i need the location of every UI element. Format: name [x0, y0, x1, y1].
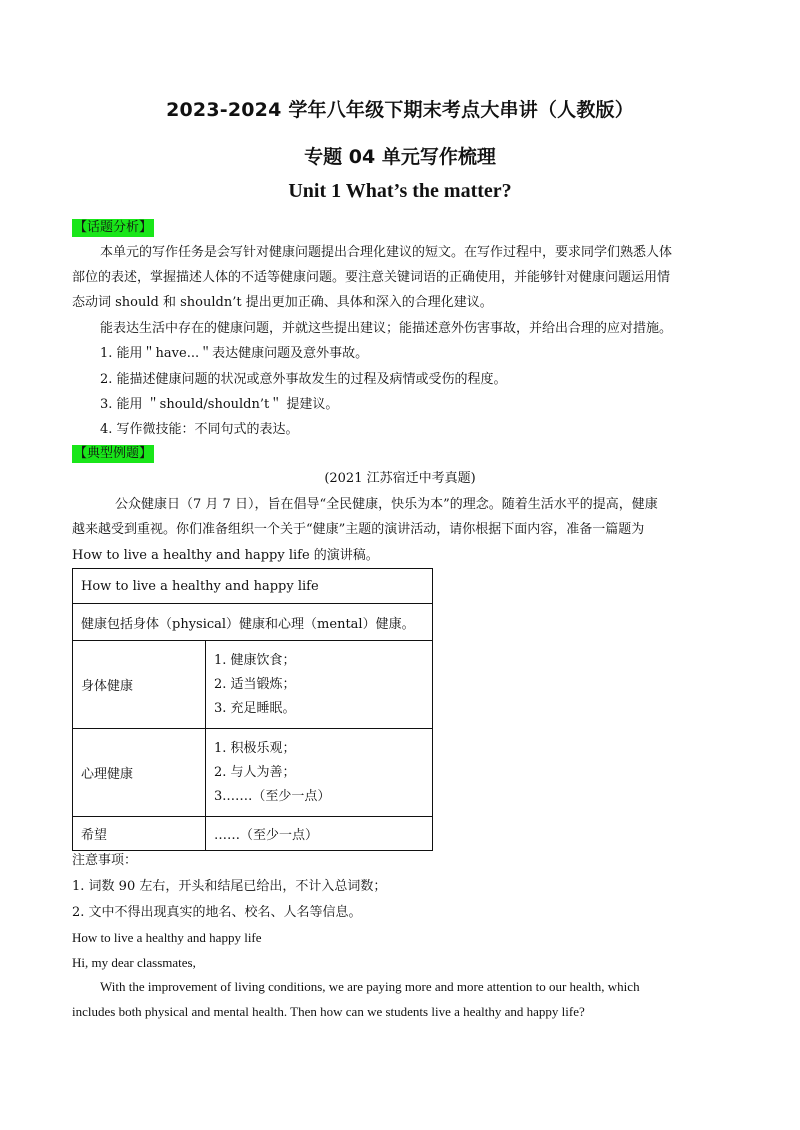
topic-para1-line: 部位的表述，掌握描述人体的不适等健康问题。要注意关键词语的正确使用，并能够针对健康问题运用情 — [72, 270, 671, 285]
example-prompt-line: 越来越受到重视。你们准备组织一个关于“健康”主题的演讲活动，请你根据下面内容，准备一篇题为 — [72, 522, 645, 537]
table-row — [73, 817, 433, 851]
unit-title: Unit 1 What’s the matter? — [288, 180, 512, 202]
topic-point: 2. 能描述健康问题的状况或意外事故发生的过程及病情或受伤的程度。 — [100, 372, 507, 387]
document-title: 2023-2024 学年八年级下期末考点大串讲（人教版） — [166, 99, 634, 121]
document-subtitle: 专题 04 单元写作梳理 — [304, 146, 496, 168]
list-item: 3. 充足睡眠。 — [214, 700, 296, 716]
notes-label: 注意事项： — [72, 853, 138, 868]
topic-point: 3. 能用 ＂should/shouldn’t＂ 提建议。 — [100, 397, 339, 412]
topic-point: 1. 能用＂have...＂表达健康问题及意外事故。 — [100, 346, 369, 361]
essay-line: With the improvement of living conditions, we are paying more and more attention to our health, which — [100, 979, 640, 994]
list-item: 1. 健康饮食； — [214, 652, 296, 668]
table-cell-intro: 健康包括身体（physical）健康和心理（mental）健康。 — [73, 604, 433, 641]
example-prompt-line: How to live a healthy and happy life 的演讲稿。 — [72, 548, 379, 563]
table-cell-mental-items — [206, 729, 433, 817]
list-item: 2. 与人为善； — [214, 764, 296, 780]
topic-para1-line: 本单元的写作任务是会写针对健康问题提出合理化建议的短文。在写作过程中，要求同学们熟悉人体 — [100, 245, 673, 260]
note-item: 1. 词数 90 左右，开头和结尾已给出，不计入总词数； — [72, 879, 387, 894]
table-cell-physical-label: 身体健康 — [73, 641, 206, 729]
list-item: 2. 适当锻炼； — [214, 676, 296, 692]
topic-para1-line: 态动词 should 和 shouldn’t 提出更加正确、具体和深入的合理化建议。 — [72, 295, 493, 310]
table-cell-hope-content: ……（至少一点） — [206, 817, 433, 851]
table-cell-physical-items — [206, 641, 433, 729]
table-cell-topic: How to live a healthy and happy life — [73, 569, 433, 604]
requirements-table — [72, 568, 433, 851]
list-item: 1. 积极乐观； — [214, 740, 296, 756]
table-row — [73, 641, 433, 729]
table-cell-hope-label: 希望 — [73, 817, 206, 851]
essay-line: includes both physical and mental health. Then how can we students live a healthy and happy life? — [72, 1004, 585, 1019]
topic-analysis-label: 【话题分析】 — [74, 220, 153, 235]
table-row — [73, 604, 433, 641]
example-prompt-line: 公众健康日（7 月 7 日），旨在倡导“全民健康，快乐为本”的理念。随着生活水平的提高，健康 — [115, 497, 658, 512]
example-source: (2021 江苏宿迁中考真题) — [324, 471, 476, 486]
table-row — [73, 569, 433, 604]
essay-greeting: Hi, my dear classmates, — [72, 955, 196, 970]
topic-para2: 能表达生活中存在的健康问题，并就这些提出建议；能描述意外伤害事故，并给出合理的应对措施。 — [100, 321, 673, 336]
note-item: 2. 文中不得出现真实的地名、校名、人名等信息。 — [72, 905, 362, 920]
topic-point: 4. 写作微技能：不同句式的表达。 — [100, 422, 299, 437]
essay-title: How to live a healthy and happy life — [72, 930, 262, 945]
table-row — [73, 729, 433, 817]
example-label: 【典型例题】 — [74, 446, 153, 461]
table-cell-mental-label: 心理健康 — [73, 729, 206, 817]
list-item: 3.……（至少一点） — [214, 788, 331, 804]
